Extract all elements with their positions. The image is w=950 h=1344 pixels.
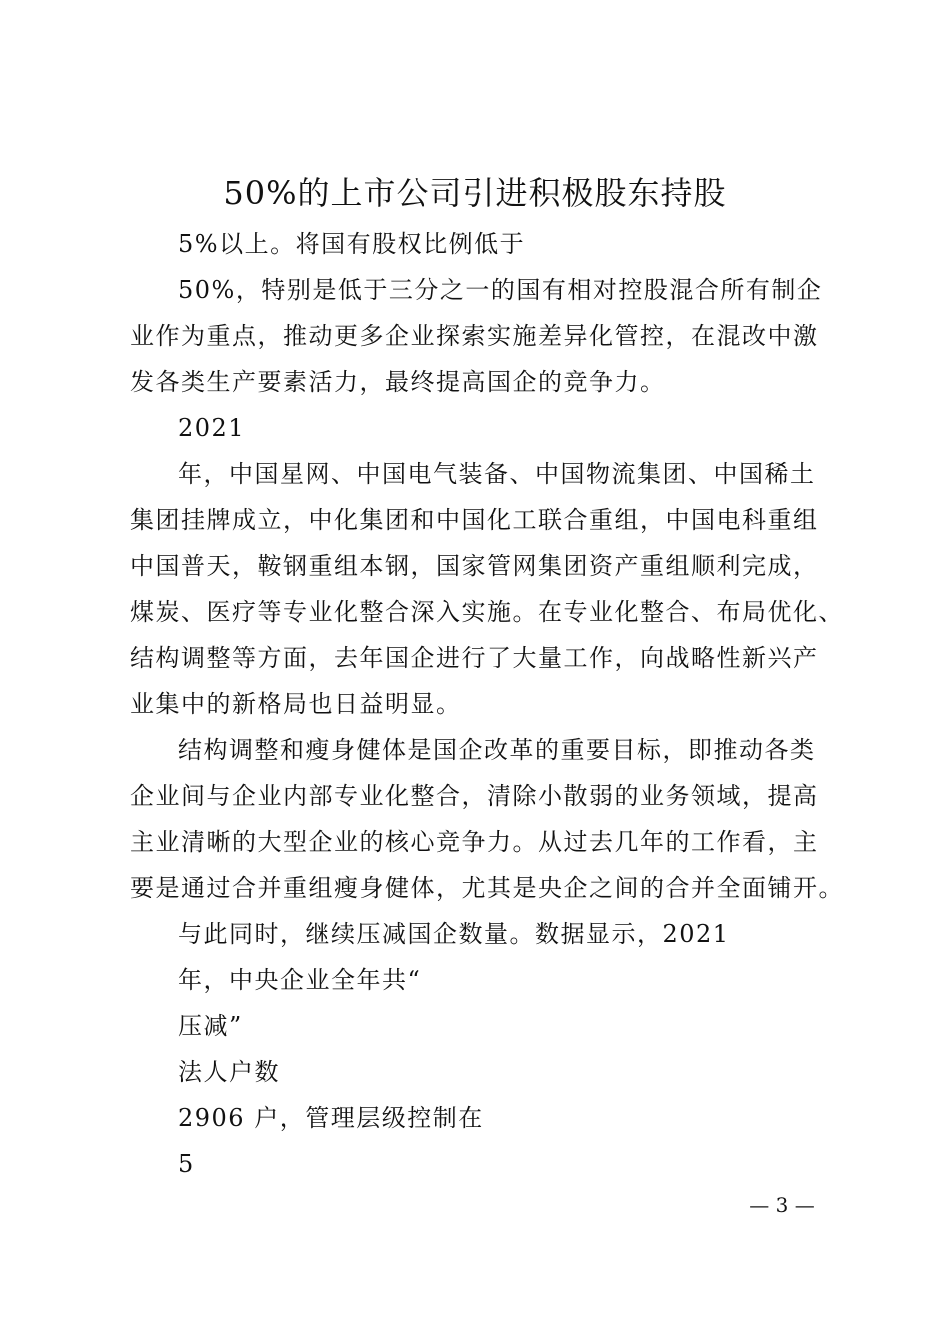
text-line: 发各类生产要素活力，最终提高国企的竞争力。 (130, 368, 666, 396)
text-line: 2906 户，管理层级控制在 (178, 1104, 484, 1132)
text-line: 主业清晰的大型企业的核心竞争力。从过去几年的工作看，主 (130, 828, 819, 856)
text-line: 50%，特别是低于三分之一的国有相对控股混合所有制企 (178, 276, 823, 304)
text-line: 业集中的新格局也日益明显。 (130, 690, 462, 718)
document-title: 50%的上市公司引进积极股东持股 (223, 174, 727, 212)
text-line: 法人户数 (178, 1058, 280, 1086)
text-line: 5%以上。将国有股权比例低于 (178, 230, 526, 258)
text-line: 年，中国星网、中国电气装备、中国物流集团、中国稀土 (178, 460, 816, 488)
text-line: 压减” (178, 1012, 243, 1040)
text-line: 中国普天，鞍钢重组本钢，国家管网集团资产重组顺利完成， (130, 552, 819, 580)
text-line: 2021 (178, 414, 246, 442)
text-line: 业作为重点，推动更多企业探索实施差异化管控，在混改中激 (130, 322, 819, 350)
text-line: 集团挂牌成立，中化集团和中国化工联合重组，中国电科重组 (130, 506, 819, 534)
text-line: 5 (178, 1150, 195, 1178)
text-line: 与此同时，继续压减国企数量。数据显示，2021 (178, 920, 730, 948)
text-line: 年，中央企业全年共“ (178, 966, 422, 994)
text-line: 要是通过合并重组瘦身健体，尤其是央企之间的合并全面铺开。 (130, 874, 844, 902)
text-line: 结构调整和瘦身健体是国企改革的重要目标，即推动各类 (178, 736, 816, 764)
text-line: 煤炭、医疗等专业化整合深入实施。在专业化整合、布局优化、 (130, 598, 844, 626)
text-line: 结构调整等方面，去年国企进行了大量工作，向战略性新兴产 (130, 644, 819, 672)
text-line: 企业间与企业内部专业化整合，清除小散弱的业务领域，提高 (130, 782, 819, 810)
page-number: — 3 — (749, 1193, 815, 1217)
